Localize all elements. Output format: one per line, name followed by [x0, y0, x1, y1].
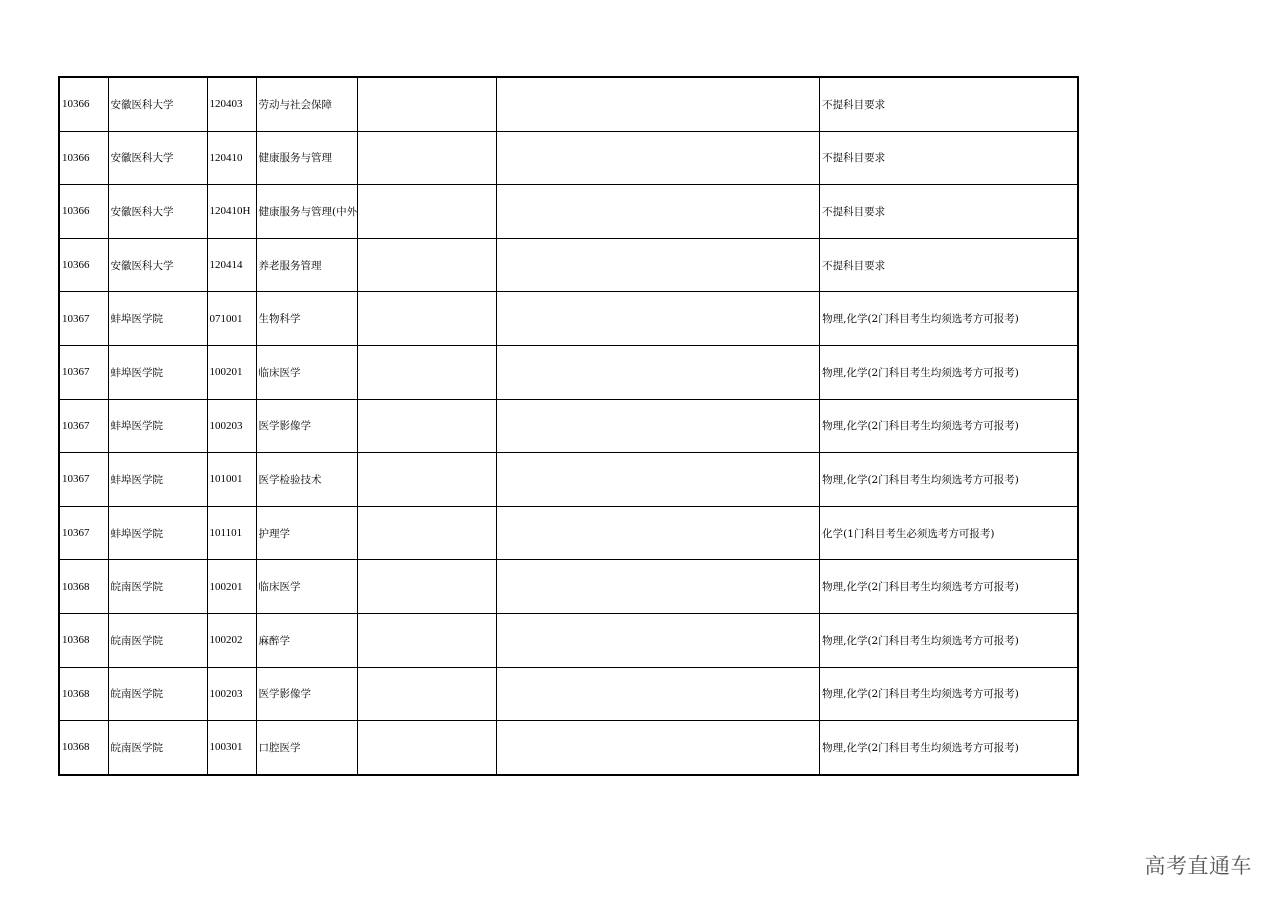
subject-requirement-cell: 物理,化学(2门科目考生均须选考方可报考) [820, 399, 1078, 453]
subject-requirement-cell: 物理,化学(2门科目考生均须选考方可报考) [820, 345, 1078, 399]
blank-b-cell [497, 292, 820, 346]
major-name-cell: 生物科学 [256, 292, 358, 346]
school-code-cell: 10368 [59, 613, 108, 667]
subject-requirement-cell: 化学(1门科目考生必须选考方可报考) [820, 506, 1078, 560]
major-name-cell: 护理学 [256, 506, 358, 560]
major-code-cell: 120403 [207, 77, 256, 131]
blank-a-cell [358, 560, 497, 614]
school-name-cell: 蚌埠医学院 [108, 345, 207, 399]
blank-a-cell [358, 345, 497, 399]
watermark-text: 高考直通车 [1144, 854, 1252, 878]
blank-b-cell [497, 345, 820, 399]
major-code-cell: 100203 [207, 399, 256, 453]
blank-b-cell [497, 506, 820, 560]
blank-a-cell [358, 292, 497, 346]
school-name-cell: 蚌埠医学院 [108, 453, 207, 507]
blank-b-cell [497, 238, 820, 292]
major-code-cell: 120414 [207, 238, 256, 292]
blank-a-cell [358, 238, 497, 292]
subject-requirement-cell: 不提科目要求 [820, 238, 1078, 292]
table-row [59, 667, 1078, 721]
school-name-cell: 皖南医学院 [108, 721, 207, 775]
school-name-cell: 蚌埠医学院 [108, 292, 207, 346]
blank-a-cell [358, 721, 497, 775]
table-row [59, 77, 1078, 131]
school-code-cell: 10367 [59, 292, 108, 346]
table-row [59, 399, 1078, 453]
blank-b-cell [497, 185, 820, 239]
major-code-cell: 100201 [207, 560, 256, 614]
table-row [59, 506, 1078, 560]
major-code-cell: 100201 [207, 345, 256, 399]
school-name-cell: 安徽医科大学 [108, 131, 207, 185]
blank-a-cell [358, 453, 497, 507]
school-code-cell: 10368 [59, 667, 108, 721]
major-name-cell: 医学影像学 [256, 667, 358, 721]
subject-requirement-cell: 物理,化学(2门科目考生均须选考方可报考) [820, 560, 1078, 614]
table-row [59, 453, 1078, 507]
school-code-cell: 10366 [59, 185, 108, 239]
major-code-cell: 101001 [207, 453, 256, 507]
school-code-cell: 10366 [59, 131, 108, 185]
subject-requirement-cell: 物理,化学(2门科目考生均须选考方可报考) [820, 613, 1078, 667]
major-name-cell: 劳动与社会保障 [256, 77, 358, 131]
table-row [59, 560, 1078, 614]
school-code-cell: 10367 [59, 399, 108, 453]
blank-b-cell [497, 613, 820, 667]
blank-b-cell [497, 667, 820, 721]
school-name-cell: 皖南医学院 [108, 613, 207, 667]
blank-b-cell [497, 131, 820, 185]
blank-a-cell [358, 667, 497, 721]
major-code-cell: 120410H [207, 185, 256, 239]
blank-b-cell [497, 399, 820, 453]
blank-b-cell [497, 77, 820, 131]
subject-requirement-cell: 物理,化学(2门科目考生均须选考方可报考) [820, 453, 1078, 507]
table-row [59, 613, 1078, 667]
school-name-cell: 皖南医学院 [108, 560, 207, 614]
major-name-cell: 养老服务管理 [256, 238, 358, 292]
subject-requirement-cell: 不提科目要求 [820, 185, 1078, 239]
blank-b-cell [497, 560, 820, 614]
subject-requirements-table [58, 76, 1079, 776]
table-row [59, 185, 1078, 239]
blank-b-cell [497, 721, 820, 775]
school-name-cell: 安徽医科大学 [108, 185, 207, 239]
subject-requirement-cell: 物理,化学(2门科目考生均须选考方可报考) [820, 667, 1078, 721]
major-code-cell: 101101 [207, 506, 256, 560]
blank-a-cell [358, 613, 497, 667]
school-name-cell: 安徽医科大学 [108, 77, 207, 131]
blank-a-cell [358, 399, 497, 453]
school-code-cell: 10366 [59, 238, 108, 292]
school-name-cell: 蚌埠医学院 [108, 506, 207, 560]
school-name-cell: 安徽医科大学 [108, 238, 207, 292]
blank-a-cell [358, 185, 497, 239]
subject-requirement-cell: 不提科目要求 [820, 131, 1078, 185]
table-row [59, 131, 1078, 185]
major-name-cell: 临床医学 [256, 560, 358, 614]
major-code-cell: 100203 [207, 667, 256, 721]
major-code-cell: 100301 [207, 721, 256, 775]
major-name-cell: 健康服务与管理(中外 [256, 185, 358, 239]
table-row [59, 721, 1078, 775]
subject-requirement-cell: 物理,化学(2门科目考生均须选考方可报考) [820, 292, 1078, 346]
major-code-cell: 071001 [207, 292, 256, 346]
school-code-cell: 10367 [59, 345, 108, 399]
major-name-cell: 麻醉学 [256, 613, 358, 667]
major-name-cell: 口腔医学 [256, 721, 358, 775]
blank-a-cell [358, 506, 497, 560]
blank-a-cell [358, 131, 497, 185]
school-code-cell: 10366 [59, 77, 108, 131]
school-code-cell: 10367 [59, 453, 108, 507]
blank-a-cell [358, 77, 497, 131]
school-name-cell: 皖南医学院 [108, 667, 207, 721]
table-row [59, 292, 1078, 346]
major-name-cell: 医学影像学 [256, 399, 358, 453]
blank-b-cell [497, 453, 820, 507]
major-name-cell: 医学检验技术 [256, 453, 358, 507]
school-name-cell: 蚌埠医学院 [108, 399, 207, 453]
subject-requirement-cell: 物理,化学(2门科目考生均须选考方可报考) [820, 721, 1078, 775]
table-row [59, 238, 1078, 292]
table-row [59, 345, 1078, 399]
school-code-cell: 10368 [59, 560, 108, 614]
subject-requirement-cell: 不提科目要求 [820, 77, 1078, 131]
major-code-cell: 120410 [207, 131, 256, 185]
major-name-cell: 健康服务与管理 [256, 131, 358, 185]
school-code-cell: 10367 [59, 506, 108, 560]
major-name-cell: 临床医学 [256, 345, 358, 399]
school-code-cell: 10368 [59, 721, 108, 775]
major-code-cell: 100202 [207, 613, 256, 667]
